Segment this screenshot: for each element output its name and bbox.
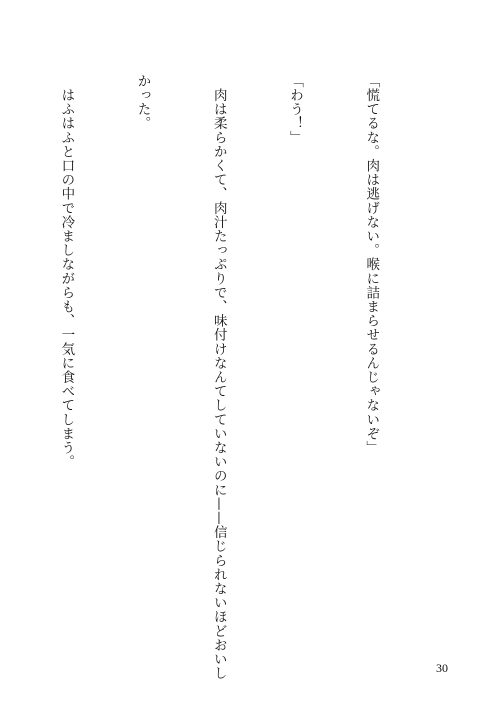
text-line: [0, 74, 2, 594]
text-line: 「わう！」: [286, 74, 303, 145]
vertical-text-body: [0, 74, 434, 681]
text-line: かった。: [134, 74, 151, 131]
text-line: はふはふと口の中で冷ましながらも、一気に食べてしまう。: [58, 74, 75, 469]
text-line: 肉は柔らかくて、肉汁たっぷりで、味付けなんてしていないのに——信じられないほどおいし: [210, 74, 227, 681]
page-number: 30: [436, 661, 448, 675]
text-line: 「慌てるな。肉は逃げない。喉に詰まらせるんじゃないぞ」: [363, 74, 380, 455]
